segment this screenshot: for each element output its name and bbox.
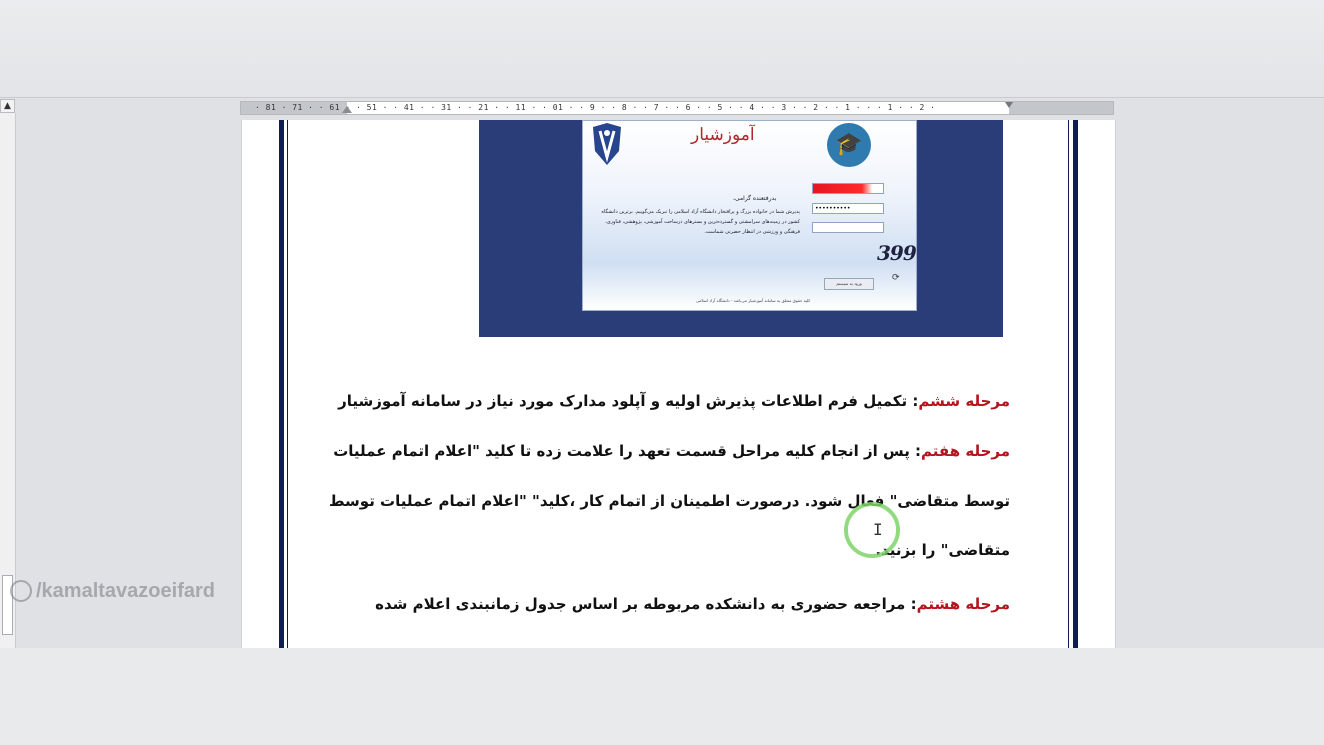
username-field[interactable] — [812, 183, 884, 194]
step8-line — [375, 595, 1010, 613]
portal-login-card — [582, 120, 917, 311]
aparat-logo-icon — [10, 580, 32, 602]
step6-text: : تکمیل فرم اطلاعات پذیرش اولیه و آپلود مدارک مورد نیاز در سامانه آموزشیار — [338, 392, 919, 410]
step7-line-1 — [333, 442, 1010, 460]
password-field[interactable]: •••••••••• — [812, 203, 884, 214]
right-indent-marker[interactable] — [1005, 102, 1013, 114]
portal-footer: کلیه حقوق متعلق به سامانه آموزشیار می‌باشد - دانشگاه آزاد اسلامی — [695, 298, 811, 303]
document-page[interactable] — [241, 120, 1116, 648]
ruler-right-margin — [1009, 102, 1113, 114]
captcha-field[interactable] — [812, 222, 884, 233]
step7-line-2: توسط متقاضی" فعال شود. درصورت اطمینان از اتمام کار ،کلید" "اعلام اتمام عملیات توسط — [328, 492, 1010, 510]
step6-line — [338, 392, 1010, 410]
step8-text: : مراجعه حضوری به دانشکده مربوطه بر اساس جدول زمانبندی اعلام شده — [375, 595, 917, 613]
window-bottom-area — [0, 648, 1324, 745]
page-border-left — [279, 120, 284, 648]
step8-label: مرحله هشتم — [916, 595, 1010, 613]
window-top-area — [0, 0, 1324, 97]
horizontal-ruler[interactable] — [240, 101, 1114, 115]
ruler-scale: · 81 · 71 · · 61 · · 51 · · 41 · · 31 · · 21 · · 11 · · 01 · · 9 · · 8 · · 7 · · 6 · · 5 · · 4 · · 3 · · 2 · · 1 · · · 1 · · 2 · — [255, 103, 936, 112]
step7-text-1: : پس از انجام کلیه مراحل قسمت تعهد را علامت زده تا کلید "اعلام اتمام عملیات — [333, 442, 922, 460]
portal-greeting: بدرفتعنده گرامی، — [733, 195, 777, 202]
page-border-left-inner — [287, 120, 288, 648]
channel-watermark — [10, 580, 215, 603]
portal-intro-text: پذیرش شما در خانواده بزرگ و پرافتخار دانشگاه آزاد اسلامی را تبریک می‌گوییم. برترین دانشگاه کشور در زمینه‌های سرامشتی و گسترده‌ترین و بسترهای درساخت آموزشی، پژوهشی، فناوری، فرهنگی و ورزشی در انتظار حضرتی شماست. — [601, 209, 800, 235]
graduation-cap-icon: 🎓 — [827, 123, 871, 167]
login-button[interactable]: ورود به سیستم — [824, 278, 874, 290]
watermark-text: /kamaltavazoeifard — [36, 580, 215, 602]
step6-label: مرحله ششم — [918, 392, 1010, 410]
step7-label: مرحله هفتم — [921, 442, 1010, 460]
left-indent-marker[interactable] — [342, 106, 352, 113]
page-border-right — [1073, 120, 1078, 648]
vertical-scrollbar[interactable] — [0, 113, 16, 648]
text-cursor-icon: I — [873, 520, 883, 539]
refresh-captcha-icon[interactable]: ⟳ — [892, 273, 900, 283]
page-border-right-inner — [1068, 120, 1069, 648]
step7-line-3: متقاضی" را بزنید. — [875, 541, 1010, 559]
scroll-up-button[interactable]: ▲ — [0, 99, 15, 113]
portal-title: آموزشیار — [691, 125, 755, 145]
embedded-portal-screenshot[interactable] — [479, 120, 1003, 337]
captcha-image: 399 — [877, 241, 916, 265]
university-emblem-icon — [589, 121, 625, 169]
mouse-highlight-ring — [844, 502, 900, 558]
